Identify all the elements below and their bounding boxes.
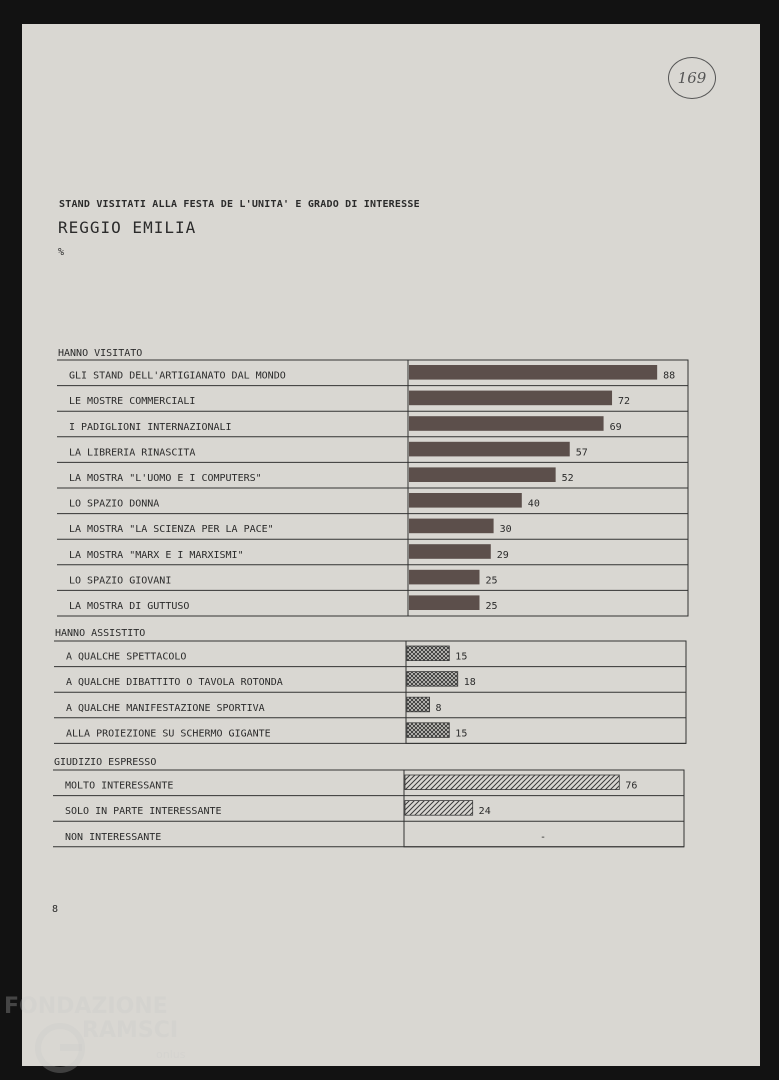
category-label: A QUALCHE MANIFESTAZIONE SPORTIVA bbox=[66, 702, 265, 714]
watermark-line3: onlus bbox=[156, 1048, 186, 1061]
bar bbox=[409, 391, 612, 406]
watermark-line2: RAMSCI bbox=[82, 1018, 179, 1043]
unit-label: % bbox=[58, 247, 65, 258]
category-label: MOLTO INTERESSANTE bbox=[65, 780, 174, 792]
value-label: 18 bbox=[463, 677, 476, 689]
group-header: GIUDIZIO ESPRESSO bbox=[54, 757, 157, 768]
bar bbox=[409, 544, 491, 559]
value-label: 40 bbox=[527, 498, 540, 510]
gramsci-logo-icon bbox=[32, 1020, 88, 1076]
value-label: 29 bbox=[496, 549, 509, 561]
value-label: 15 bbox=[455, 651, 468, 663]
chart-subtitle: STAND VISITATI ALLA FESTA DE L'UNITA' E GRADO DI INTERESSE bbox=[59, 199, 420, 210]
category-label: A QUALCHE SPETTACOLO bbox=[66, 651, 187, 663]
value-label: 24 bbox=[478, 806, 491, 818]
bar bbox=[409, 442, 570, 457]
group-header: HANNO ASSISTITO bbox=[55, 628, 146, 639]
bar bbox=[407, 723, 449, 738]
category-label: GLI STAND DELL'ARTIGIANATO DAL MONDO bbox=[69, 370, 286, 382]
value-label: - bbox=[540, 831, 547, 843]
category-label: LA MOSTRA "LA SCIENZA PER LA PACE" bbox=[69, 524, 274, 536]
bar bbox=[405, 801, 473, 816]
bar bbox=[409, 493, 522, 508]
value-label: 25 bbox=[485, 601, 498, 612]
value-label: 15 bbox=[455, 728, 468, 740]
value-label: 52 bbox=[561, 473, 574, 484]
bar bbox=[407, 646, 449, 661]
footer-page-number: 8 bbox=[52, 904, 59, 915]
bar bbox=[405, 775, 619, 790]
fondazione-gramsci-watermark bbox=[4, 994, 204, 1076]
category-label: NON INTERESSANTE bbox=[65, 831, 162, 843]
bar bbox=[407, 697, 430, 712]
bar bbox=[409, 467, 556, 482]
category-label: SOLO IN PARTE INTERESSANTE bbox=[65, 806, 222, 818]
bar bbox=[409, 595, 480, 610]
value-label: 69 bbox=[609, 421, 622, 433]
category-label: LO SPAZIO DONNA bbox=[69, 498, 160, 510]
category-label: LA MOSTRA "MARX E I MARXISMI" bbox=[69, 549, 244, 561]
bar bbox=[409, 416, 604, 431]
value-label: 57 bbox=[575, 447, 588, 459]
category-label: ALLA PROIEZIONE SU SCHERMO GIGANTE bbox=[66, 728, 271, 740]
bar bbox=[409, 570, 480, 585]
chart-title: REGGIO EMILIA bbox=[58, 218, 197, 237]
category-label: LA MOSTRA "L'UOMO E I COMPUTERS" bbox=[69, 473, 262, 484]
value-label: 72 bbox=[618, 396, 631, 408]
bar bbox=[407, 672, 458, 687]
category-label: LA MOSTRA DI GUTTUSO bbox=[69, 601, 190, 612]
category-label: LA LIBRERIA RINASCITA bbox=[69, 447, 196, 459]
category-label: LO SPAZIO GIOVANI bbox=[69, 575, 172, 587]
value-label: 30 bbox=[499, 524, 512, 536]
category-label: LE MOSTRE COMMERCIALI bbox=[69, 396, 196, 408]
page-number: 169 bbox=[677, 69, 707, 87]
bar bbox=[409, 519, 494, 534]
watermark-line1: FONDAZIONE bbox=[4, 994, 168, 1019]
value-label: 8 bbox=[435, 702, 442, 714]
group-header: HANNO VISITATO bbox=[58, 348, 143, 359]
value-label: 76 bbox=[625, 780, 638, 792]
category-label: A QUALCHE DIBATTITO O TAVOLA ROTONDA bbox=[66, 677, 283, 689]
value-label: 88 bbox=[663, 370, 676, 382]
category-label: I PADIGLIONI INTERNAZIONALI bbox=[69, 421, 232, 433]
value-label: 25 bbox=[485, 575, 498, 587]
bar bbox=[409, 365, 657, 380]
